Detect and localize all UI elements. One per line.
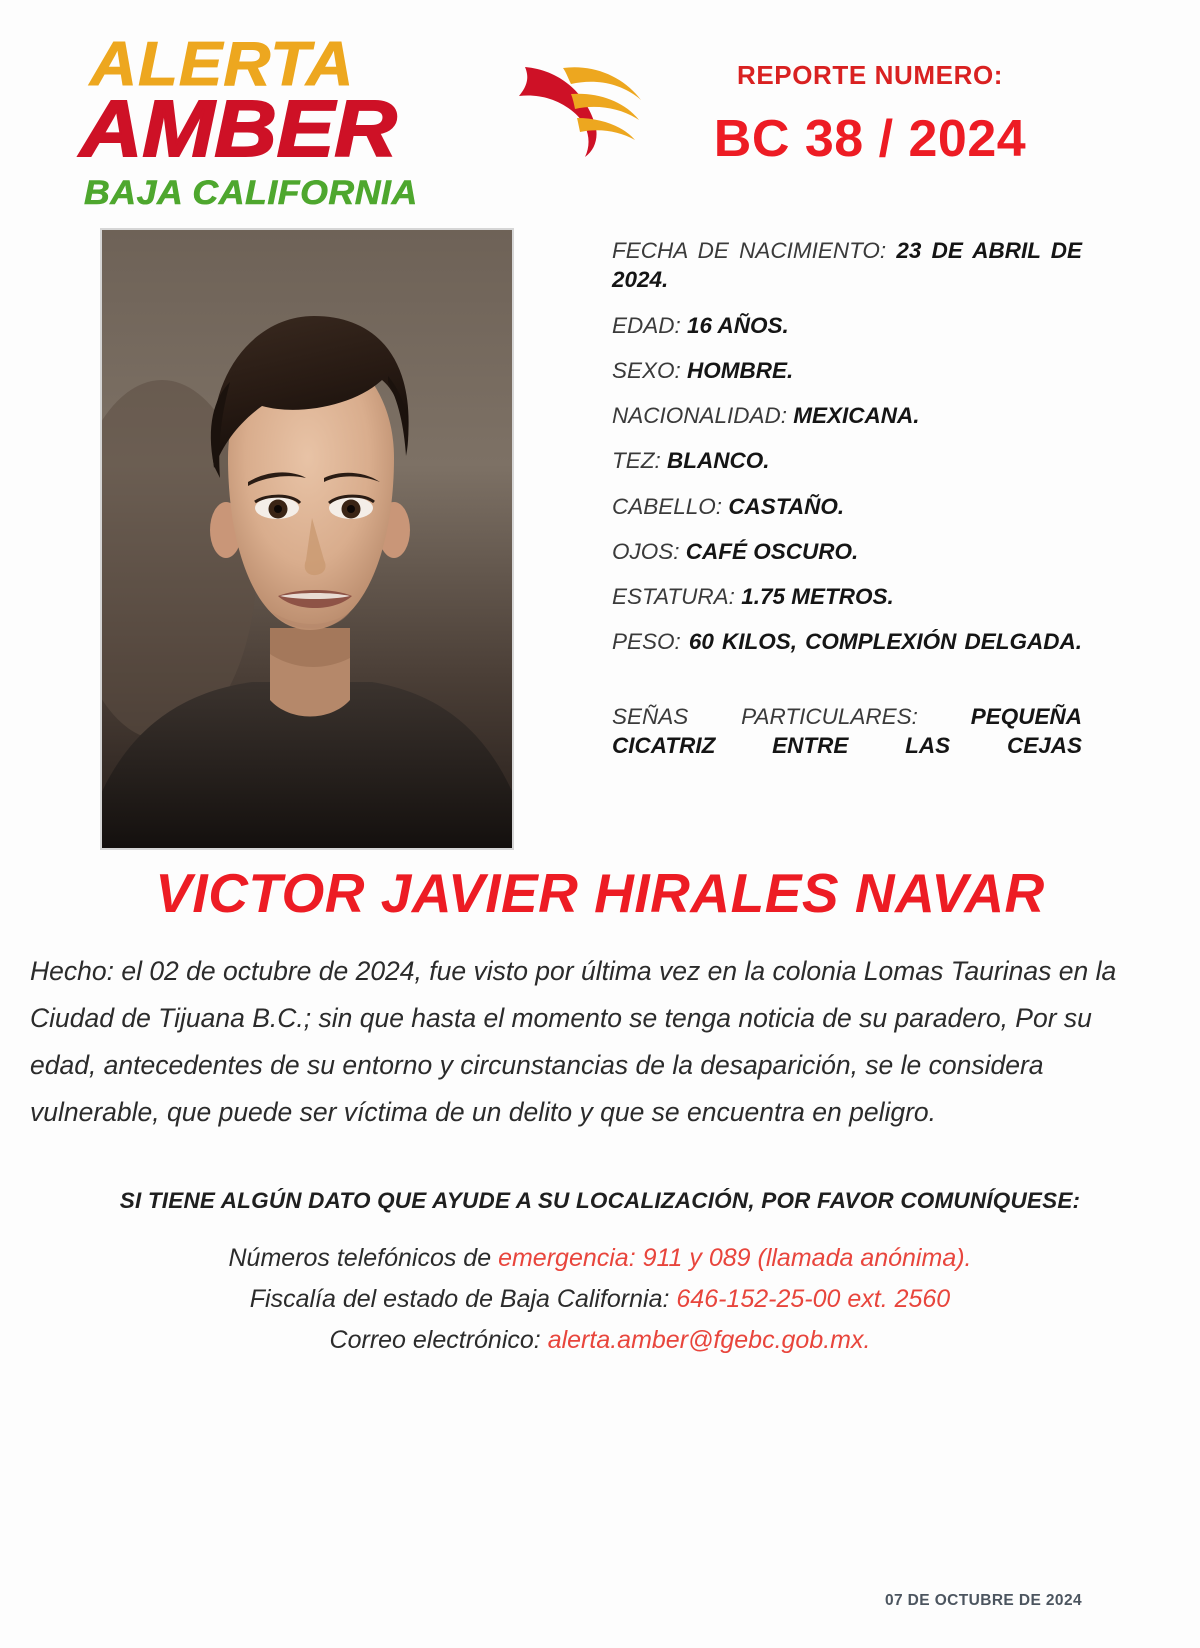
contact-line-email-accent[interactable]: alerta.amber@fgebc.gob.mx. xyxy=(547,1326,871,1354)
detail-row xyxy=(612,702,1082,790)
detail-label: CABELLO: xyxy=(612,493,729,519)
detail-row xyxy=(612,401,1082,430)
contact-line-fiscalia-accent[interactable]: 646-152-25-00 ext. 2560 xyxy=(676,1285,951,1313)
report-number-label: REPORTE NUMERO: xyxy=(736,60,1004,90)
detail-value: CASTAÑO. xyxy=(728,493,845,519)
victim-photo xyxy=(100,228,514,850)
detail-value: CAFÉ OSCURO. xyxy=(685,538,859,564)
detail-value: BLANCO. xyxy=(667,448,770,474)
detail-row xyxy=(612,582,1082,611)
detail-value: 23 DE ABRIL DE 2024. xyxy=(612,238,1083,293)
detail-label: SEXO: xyxy=(612,357,688,383)
detail-row xyxy=(612,311,1082,340)
detail-row xyxy=(612,627,1082,686)
detail-row xyxy=(612,446,1082,475)
contact-line-email xyxy=(0,1320,1200,1361)
detail-row xyxy=(612,537,1082,566)
contact-line-emergency xyxy=(0,1238,1200,1279)
detail-label: SEÑAS PARTICULARES: xyxy=(612,703,971,729)
detail-value: 60 KILOS, COMPLEXIÓN DELGADA. xyxy=(688,629,1082,655)
detail-label: EDAD: xyxy=(612,312,688,338)
contact-line-emergency-accent[interactable]: emergencia: 911 y 089 (llamada anónima). xyxy=(498,1244,972,1272)
incident-narrative: Hecho: el 02 de octubre de 2024, fue visto por última vez en la colonia Lomas Taurinas en la Ciudad de Tijuana B.C.; sin que hasta el momento se tenga noticia de su paradero, Por su edad, antecedentes de su entorno y circunstancias de la desaparición, se le considera vulnerable, que puede ser víctima de un delito y que se encuentra en peligro. xyxy=(30,956,1117,1127)
contact-line-email-plain: Correo electrónico: xyxy=(329,1326,548,1354)
detail-value: 1.75 METROS. xyxy=(741,584,894,609)
detail-row xyxy=(612,492,1082,521)
footer-date: 07 DE OCTUBRE DE 2024 xyxy=(884,1592,1082,1609)
contact-line-fiscalia-plain: Fiscalía del estado de Baja California: xyxy=(249,1285,677,1313)
report-number-value: BC 38 / 2024 xyxy=(713,110,1027,168)
logo-text-amber: AMBER xyxy=(80,84,397,173)
detail-label: PESO: xyxy=(612,629,689,655)
detail-value: HOMBRE. xyxy=(687,357,794,383)
detail-row xyxy=(612,236,1082,295)
logo-text-baja-california: BAJA CALIFORNIA xyxy=(84,174,418,212)
detail-label: ESTATURA: xyxy=(612,584,742,609)
contact-line-fiscalia xyxy=(0,1279,1200,1320)
detail-value: 16 AÑOS. xyxy=(687,312,789,338)
contact-line-emergency-plain: Números telefónicos de xyxy=(228,1244,499,1272)
report-number-block xyxy=(600,60,1140,169)
contact-heading: SI TIENE ALGÚN DATO QUE AYUDE A SU LOCALIZACIÓN, POR FAVOR COMUNÍQUESE: xyxy=(119,1188,1081,1213)
detail-value: MEXICANA. xyxy=(793,403,920,428)
victim-photo-image xyxy=(102,230,512,848)
detail-row xyxy=(612,356,1082,385)
victim-name: VICTOR JAVIER HIRALES NAVAR xyxy=(155,862,1045,924)
logo-text-alerta: ALERTA xyxy=(90,30,355,99)
poster-header xyxy=(0,0,1200,222)
detail-label: TEZ: xyxy=(612,448,667,474)
detail-label: FECHA DE NACIMIENTO: xyxy=(612,238,897,263)
detail-label: OJOS: xyxy=(612,538,686,564)
contact-lines xyxy=(0,1238,1200,1361)
detail-value: PEQUEÑA CICATRIZ ENTRE LAS CEJAS xyxy=(612,703,1082,758)
alerta-amber-logo xyxy=(72,30,572,220)
victim-details-list xyxy=(612,236,1082,806)
detail-label: NACIONALIDAD: xyxy=(612,403,794,428)
